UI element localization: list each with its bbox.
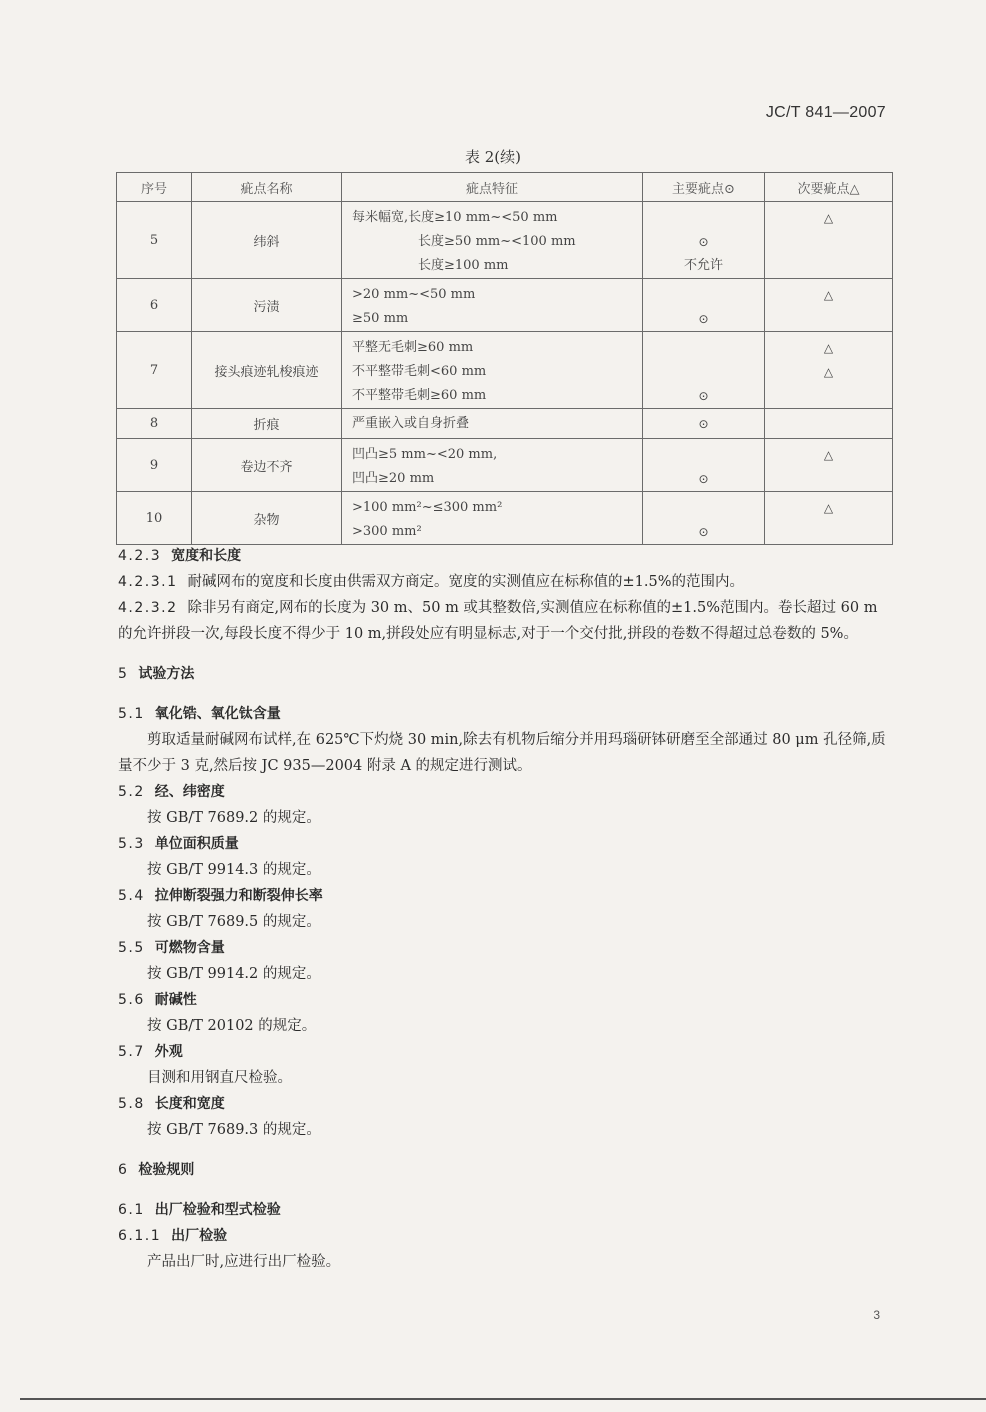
minor-mark: △	[823, 365, 834, 379]
col-header-major: 主要疵点⊙	[643, 173, 765, 202]
section-5-5-heading	[118, 935, 894, 961]
section-title: 检验规则	[138, 1162, 195, 1178]
page-number: 3	[873, 1308, 880, 1322]
defect-features	[342, 332, 643, 409]
major-mark	[653, 336, 754, 360]
minor-mark	[775, 254, 882, 278]
minor-mark: △	[823, 448, 834, 462]
section-5-2-heading	[118, 779, 894, 805]
table-title: 表 2(续)	[464, 148, 522, 166]
clause-text: 耐碱网布的宽度和长度由供需双方商定。宽度的实测值应在标称值的±1.5%的范围内。	[187, 574, 744, 590]
clause-number: 4.2.3.2	[118, 600, 178, 616]
section-number: 5.1	[118, 706, 145, 722]
major-mark: ⊙	[698, 525, 709, 539]
feature-line: 凹凸≥20 mm	[352, 471, 435, 486]
feature-line: ≥50 mm	[352, 311, 409, 326]
section-5-8-heading	[118, 1091, 894, 1117]
major-mark: ⊙	[643, 409, 765, 439]
minor-marks	[765, 492, 893, 545]
defect-features	[342, 202, 643, 279]
section-5-4-text: 按 GB/T 7689.5 的规定。	[147, 914, 321, 930]
col-header-no: 序号	[117, 173, 192, 202]
minor-mark: △	[823, 341, 834, 355]
section-5-6-heading	[118, 987, 894, 1013]
section-number: 6	[118, 1162, 129, 1178]
feature-line: 不平整带毛刺<60 mm	[352, 364, 487, 379]
minor-mark: △	[823, 211, 834, 225]
defect-table	[116, 172, 893, 545]
table-header-row	[117, 173, 893, 202]
section-number: 5.6	[118, 992, 145, 1008]
row-number: 6	[117, 279, 192, 332]
feature-line: 长度≥100 mm	[418, 258, 509, 273]
feature-line: 每米幅宽,长度≥10 mm~<50 mm	[352, 210, 558, 225]
defect-name: 污渍	[192, 279, 342, 332]
section-title: 单位面积质量	[154, 836, 239, 852]
defect-features	[342, 409, 643, 439]
section-number: 6.1	[118, 1202, 145, 1218]
section-title: 外观	[154, 1044, 183, 1060]
row-number: 10	[117, 492, 192, 545]
section-title: 耐碱性	[154, 992, 197, 1008]
document-body	[118, 543, 894, 1275]
section-title: 宽度和长度	[171, 548, 242, 564]
feature-line: 凹凸≥5 mm~<20 mm,	[352, 447, 498, 462]
feature-line: >20 mm~<50 mm	[352, 287, 476, 302]
section-5-1-text: 剪取适量耐碱网布试样,在 625℃下灼烧 30 min,除去有机物后缩分并用玛瑙研钵研磨至全部通过 80 μm 孔径筛,质量不少于 3 克,然后按 JC 935—2004 附录 A 的规定进行测试。	[118, 732, 886, 774]
minor-marks	[765, 202, 893, 279]
table-row	[117, 492, 893, 545]
section-title: 出厂检验	[171, 1228, 228, 1244]
minor-mark	[765, 409, 893, 439]
table-row	[117, 439, 893, 492]
section-number: 5.5	[118, 940, 145, 956]
major-mark	[653, 496, 754, 520]
feature-line: 严重嵌入或自身折叠	[352, 415, 470, 431]
clause-4-2-3-2	[118, 595, 894, 647]
section-title: 长度和宽度	[154, 1096, 225, 1112]
defect-features	[342, 492, 643, 545]
major-marks	[643, 492, 765, 545]
section-6-1-1-heading	[118, 1223, 894, 1249]
section-number: 5.3	[118, 836, 145, 852]
row-number: 5	[117, 202, 192, 279]
section-5-7-heading	[118, 1039, 894, 1065]
feature-line: 平整无毛刺≥60 mm	[352, 340, 474, 355]
section-title: 试验方法	[138, 666, 195, 682]
minor-mark: △	[823, 288, 834, 302]
section-number: 4.2.3	[118, 548, 162, 564]
section-number: 5.2	[118, 784, 145, 800]
defect-name: 接头痕迹轧梭痕迹	[192, 332, 342, 409]
table-row	[117, 202, 893, 279]
col-header-feature: 疵点特征	[342, 173, 643, 202]
minor-marks	[765, 332, 893, 409]
feature-line: >300 mm²	[352, 524, 422, 539]
minor-mark: △	[823, 501, 834, 515]
defect-features	[342, 279, 643, 332]
minor-mark	[775, 384, 882, 408]
bottom-divider	[20, 1398, 986, 1400]
defect-name: 卷边不齐	[192, 439, 342, 492]
table-row	[117, 409, 893, 439]
section-5-2-text: 按 GB/T 7689.2 的规定。	[147, 810, 321, 826]
section-title: 氧化锆、氧化钛含量	[154, 706, 281, 722]
major-mark: ⊙	[698, 235, 709, 249]
section-5-8-text: 按 GB/T 7689.3 的规定。	[147, 1122, 321, 1138]
major-marks	[643, 279, 765, 332]
major-mark	[653, 443, 754, 467]
col-header-name: 疵点名称	[192, 173, 342, 202]
section-5-4-heading	[118, 883, 894, 909]
section-5-6-text: 按 GB/T 20102 的规定。	[147, 1018, 317, 1034]
minor-marks	[765, 439, 893, 492]
section-5-1-heading	[118, 701, 894, 727]
major-mark: ⊙	[698, 312, 709, 326]
feature-line: >100 mm²~≤300 mm²	[352, 500, 503, 515]
section-number: 6.1.1	[118, 1228, 162, 1244]
feature-line: 不平整带毛刺≥60 mm	[352, 388, 487, 403]
minor-mark	[775, 467, 882, 491]
major-marks	[643, 202, 765, 279]
section-5-7-text: 目测和用钢直尺检验。	[147, 1070, 292, 1086]
defect-name: 折痕	[192, 409, 342, 439]
major-mark: 不允许	[683, 258, 723, 273]
minor-mark	[775, 230, 882, 254]
feature-line: 长度≥50 mm~<100 mm	[418, 234, 576, 249]
section-number: 5.8	[118, 1096, 145, 1112]
minor-marks	[765, 279, 893, 332]
row-number: 9	[117, 439, 192, 492]
major-marks	[643, 439, 765, 492]
defect-features	[342, 439, 643, 492]
major-marks	[643, 332, 765, 409]
minor-mark	[775, 307, 882, 331]
section-title: 可燃物含量	[154, 940, 225, 956]
defect-name: 纬斜	[192, 202, 342, 279]
major-mark	[653, 283, 754, 307]
section-5-heading	[118, 661, 894, 687]
section-number: 5.7	[118, 1044, 145, 1060]
table-row	[117, 332, 893, 409]
defect-name: 杂物	[192, 492, 342, 545]
minor-mark	[775, 520, 882, 544]
section-6-1-1-text: 产品出厂时,应进行出厂检验。	[147, 1254, 341, 1270]
section-5-5-text: 按 GB/T 9914.2 的规定。	[147, 966, 321, 982]
col-header-minor: 次要疵点△	[765, 173, 893, 202]
section-number: 5.4	[118, 888, 145, 904]
section-4-2-3-heading	[118, 543, 894, 569]
row-number: 8	[117, 409, 192, 439]
clause-number: 4.2.3.1	[118, 574, 178, 590]
section-title: 经、纬密度	[154, 784, 225, 800]
clause-text: 除非另有商定,网布的长度为 30 m、50 m 或其整数倍,实测值应在标称值的±1.5%范围内。卷长超过 60 m 的允许拼段一次,每段长度不得少于 10 m,拼段处应有明显标志,对于一个交付批,拼段的卷数不得超过总卷数的 5%。	[118, 600, 878, 642]
major-mark	[653, 206, 754, 230]
standard-code: JC/T 841—2007	[765, 104, 886, 121]
clause-4-2-3-1	[118, 569, 894, 595]
section-5-3-heading	[118, 831, 894, 857]
section-5-3-text: 按 GB/T 9914.3 的规定。	[147, 862, 321, 878]
major-mark: ⊙	[698, 389, 709, 403]
row-number: 7	[117, 332, 192, 409]
section-6-heading	[118, 1157, 894, 1183]
major-mark	[653, 360, 754, 384]
section-title: 拉伸断裂强力和断裂伸长率	[154, 888, 323, 904]
major-mark: ⊙	[698, 472, 709, 486]
section-number: 5	[118, 666, 129, 682]
section-title: 出厂检验和型式检验	[154, 1202, 281, 1218]
table-row	[117, 279, 893, 332]
section-6-1-heading	[118, 1197, 894, 1223]
